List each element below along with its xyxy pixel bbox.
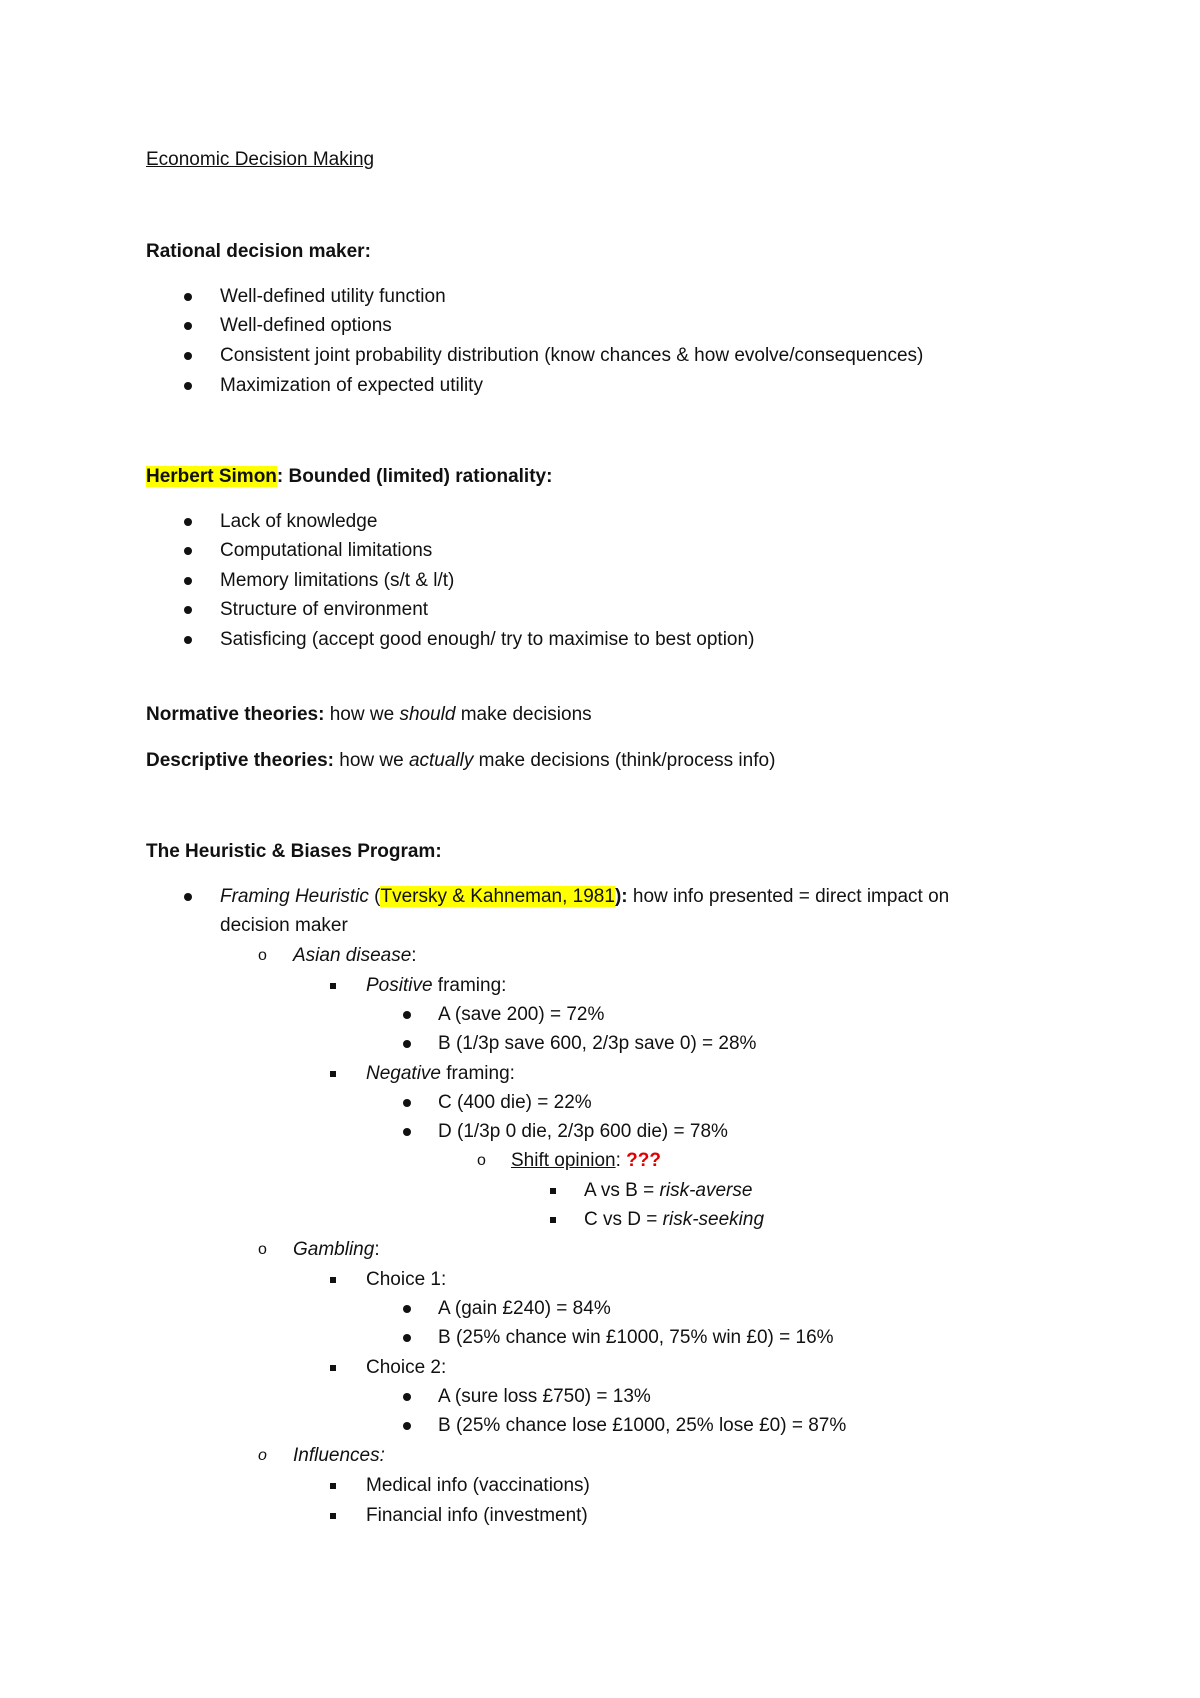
gambling-label: Gambling: [293, 1239, 375, 1260]
negative-rest: framing:: [441, 1063, 515, 1084]
list-item: A (sure loss £750) = 13%: [438, 1386, 651, 1407]
list-item: Memory limitations (s/t & l/t): [220, 570, 455, 591]
bullet-icon: [184, 373, 192, 397]
simon-name: Herbert Simon: [146, 466, 277, 487]
shift-colon: :: [615, 1150, 627, 1171]
positive-em: Positive: [366, 975, 433, 996]
asian-disease-line: [293, 944, 417, 968]
list-item: Consistent joint probability distribution (know chances & how evolve/consequences): [220, 345, 924, 366]
risk-seeking-line: [584, 1208, 764, 1232]
list-item: C (400 die) = 22%: [438, 1092, 592, 1113]
asian-label: Asian disease: [293, 945, 412, 966]
negative-framing-line: [366, 1062, 515, 1086]
shift-label: Shift opinion: [511, 1150, 616, 1171]
bullet-icon: [403, 1325, 411, 1349]
positive-rest: framing:: [432, 975, 507, 996]
gambling-colon: :: [374, 1239, 380, 1260]
cd-pre: C vs D =: [584, 1209, 663, 1230]
list-item: D (1/3p 0 die, 2/3p 600 die) = 78%: [438, 1121, 728, 1142]
asian-colon: :: [411, 945, 417, 966]
list-item: Maximization of expected utility: [220, 375, 483, 396]
program-heading: The Heuristic & Biases Program:: [146, 841, 442, 862]
bullet-icon: [184, 884, 192, 908]
framing-citation: Tversky & Kahneman, 1981: [380, 886, 615, 907]
framing-desc-cont: decision maker: [220, 915, 348, 936]
shift-marks: ???: [626, 1150, 661, 1171]
bullet-icon: [184, 313, 192, 337]
document-title: Economic Decision Making: [146, 149, 375, 170]
list-item: Computational limitations: [220, 540, 433, 561]
list-item: Satisficing (accept good enough/ try to maximise to best option): [220, 629, 755, 650]
list-item: Financial info (investment): [366, 1505, 588, 1526]
circle-bullet-icon: o: [258, 1241, 267, 1258]
simon-heading: [146, 465, 552, 489]
bullet-icon: [184, 284, 192, 308]
square-bullet-icon: [330, 1266, 336, 1290]
ab-pre: A vs B =: [584, 1180, 660, 1201]
circle-bullet-icon: o: [258, 947, 267, 964]
list-item: Lack of knowledge: [220, 511, 378, 532]
square-bullet-icon: [330, 1060, 336, 1084]
bullet-icon: [184, 568, 192, 592]
normative-em: should: [399, 704, 456, 725]
bullet-icon: [184, 597, 192, 621]
list-item: A (save 200) = 72%: [438, 1004, 605, 1025]
choice2-label: Choice 2:: [366, 1357, 447, 1378]
influences-label: Influences:: [293, 1445, 385, 1466]
normative-line: [146, 703, 592, 727]
list-item: Medical info (vaccinations): [366, 1475, 590, 1496]
circle-bullet-icon: o: [477, 1152, 486, 1169]
ab-em: risk-averse: [659, 1180, 753, 1201]
square-bullet-icon: [330, 1502, 336, 1526]
bullet-icon: [403, 1031, 411, 1055]
cd-em: risk-seeking: [662, 1209, 765, 1230]
square-bullet-icon: [330, 972, 336, 996]
bullet-icon: [403, 1296, 411, 1320]
normative-label: Normative theories:: [146, 704, 325, 725]
square-bullet-icon: [330, 1472, 336, 1496]
gambling-line: [293, 1238, 380, 1262]
negative-em: Negative: [366, 1063, 441, 1084]
simon-heading-text: Bounded (limited) rationality:: [283, 466, 553, 487]
framing-close: ):: [614, 886, 628, 907]
bullet-icon: [403, 1119, 411, 1143]
list-item: Structure of environment: [220, 599, 429, 620]
descriptive-em: actually: [408, 750, 474, 771]
descriptive-post: make decisions (think/process info): [473, 750, 776, 771]
positive-framing-line: [366, 974, 506, 998]
bullet-icon: [403, 1002, 411, 1026]
circle-bullet-icon: o: [258, 1447, 267, 1464]
framing-line: [220, 885, 949, 909]
bullet-icon: [403, 1090, 411, 1114]
list-item: A (gain £240) = 84%: [438, 1298, 611, 1319]
list-item: Well-defined utility function: [220, 286, 446, 307]
normative-pre: how we: [324, 704, 400, 725]
list-item: B (25% chance win £1000, 75% win £0) = 16%: [438, 1327, 834, 1348]
square-bullet-icon: [330, 1354, 336, 1378]
framing-desc: how info presented = direct impact on: [627, 886, 950, 907]
square-bullet-icon: [550, 1206, 556, 1230]
descriptive-label: Descriptive theories:: [146, 750, 334, 771]
bullet-icon: [184, 538, 192, 562]
list-item: B (1/3p save 600, 2/3p save 0) = 28%: [438, 1033, 757, 1054]
bullet-icon: [184, 343, 192, 367]
list-item: B (25% chance lose £1000, 25% lose £0) = 87%: [438, 1415, 847, 1436]
risk-averse-line: [584, 1179, 752, 1203]
bullet-icon: [403, 1384, 411, 1408]
framing-open: (: [368, 886, 381, 907]
shift-opinion-line: [511, 1149, 661, 1173]
choice1-label: Choice 1:: [366, 1269, 447, 1290]
simon-separator: :: [276, 466, 284, 487]
framing-name: Framing Heuristic: [220, 886, 369, 907]
square-bullet-icon: [550, 1177, 556, 1201]
bullet-icon: [184, 627, 192, 651]
rational-heading: Rational decision maker:: [146, 241, 371, 262]
bullet-icon: [403, 1413, 411, 1437]
descriptive-pre: how we: [333, 750, 409, 771]
normative-post: make decisions: [455, 704, 592, 725]
bullet-icon: [184, 509, 192, 533]
list-item: Well-defined options: [220, 315, 392, 336]
descriptive-line: [146, 749, 775, 773]
